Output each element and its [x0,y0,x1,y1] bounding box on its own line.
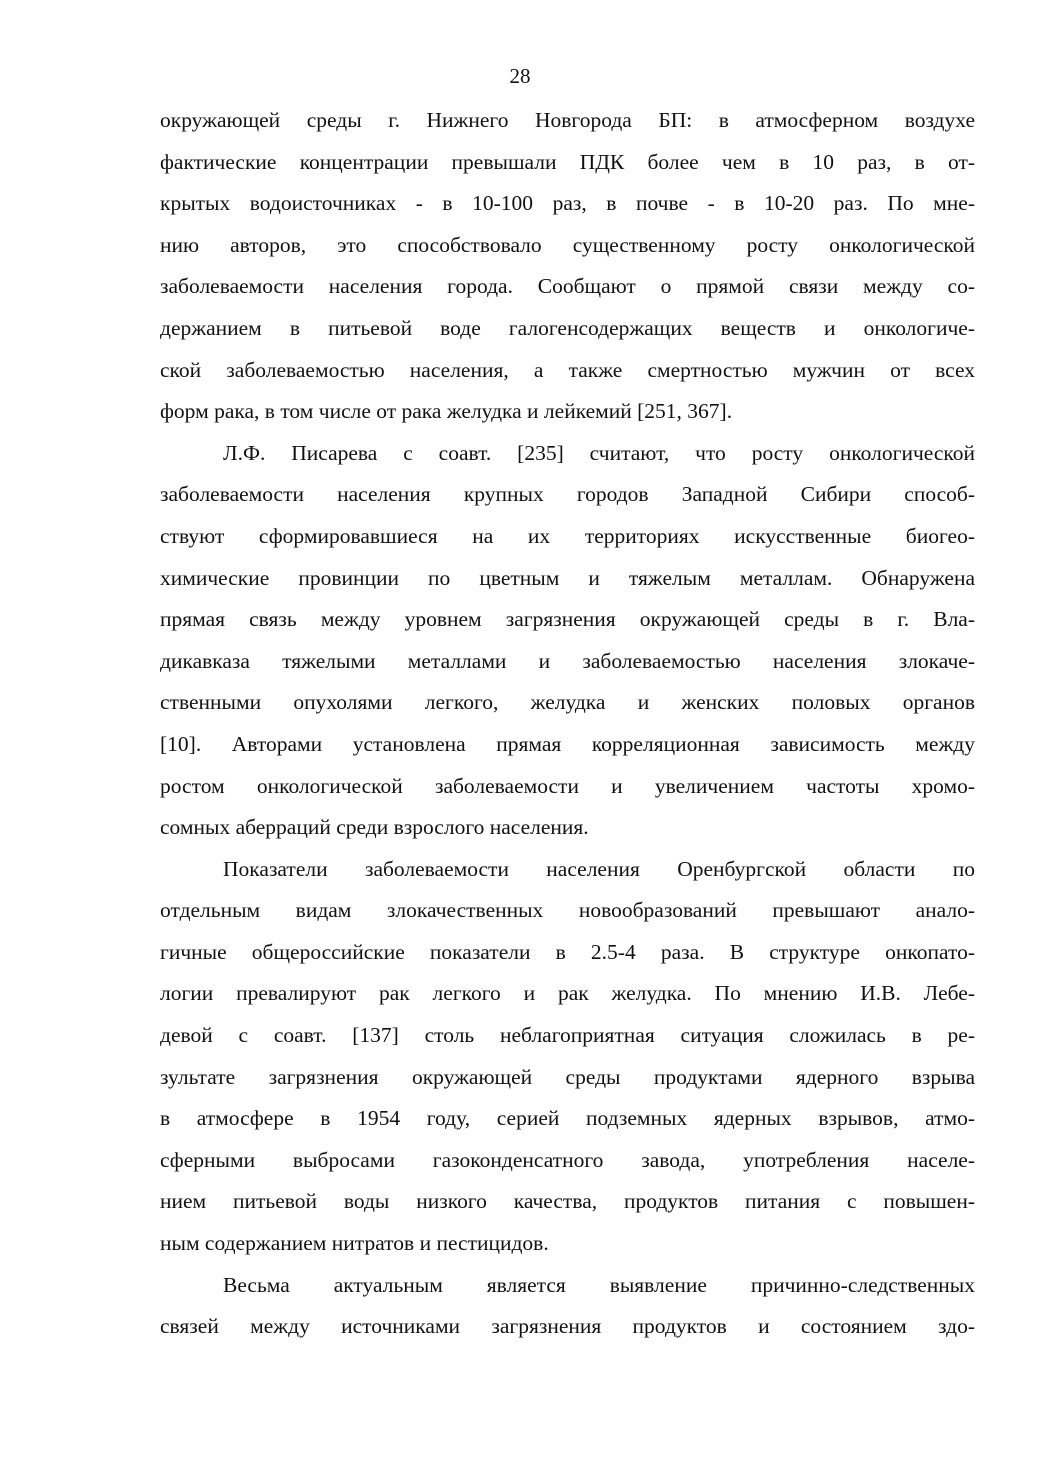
text-line: ным содержанием нитратов и пестицидов. [160,1231,549,1256]
text-line: сферными выбросами газоконденсатного завода, употребления населе- [160,1147,975,1172]
text-line: гичные общероссийские показатели в 2.5-4 раза. В структуре онкопато- [160,939,975,964]
text-line: форм рака, в том числе от рака желудка и лейкемий [251, 367]. [160,399,733,424]
page-number: 28 [509,64,531,88]
body-text [160,104,975,1352]
text-line: заболеваемости населения крупных городов Западной Сибири способ- [160,482,975,507]
text-line: ственными опухолями легкого, желудка и женских половых органов [160,690,975,715]
text-line: нию авторов, это способствовало существенному росту онкологической [160,232,975,257]
text-line: девой с соавт. [137] столь неблагоприятная ситуация сложилась в ре- [160,1023,975,1048]
text-line: Л.Ф. Писарева с соавт. [235] считают, что росту онкологической [223,440,975,465]
text-line: химические провинции по цветным и тяжелым металлам. Обнаружена [160,565,975,590]
text-line: зультате загрязнения окружающей среды продуктами ядерного взрыва [160,1064,975,1089]
text-line: держанием в питьевой воде галогенсодержащих веществ и онкологиче- [160,315,975,340]
text-line: ствуют сформировавшиеся на их территориях искусственные биогео- [160,523,975,548]
text-line: прямая связь между уровнем загрязнения окружающей среды в г. Вла- [160,607,975,632]
text-line: Показатели заболеваемости населения Оренбургской области по [223,856,975,881]
text-line: дикавказа тяжелыми металлами и заболеваемостью населения злокаче- [160,648,975,673]
text-line: крытых водоисточниках - в 10-100 раз, в почве - в 10-20 раз. По мне- [160,191,975,216]
text-line: связей между источниками загрязнения продуктов и состоянием здо- [160,1314,975,1339]
text-line: Весьма актуальным является выявление причинно-следственных [223,1272,975,1297]
text-line: окружающей среды г. Нижнего Новгорода БП: в атмосферном воздухе [160,108,975,132]
text-line: отдельным видам злокачественных новообразований превышают анало- [160,898,975,923]
text-line: нием питьевой воды низкого качества, продуктов питания с повышен- [160,1189,975,1214]
text-line: [10]. Авторами установлена прямая корреляционная зависимость между [160,731,975,756]
text-line: в атмосфере в 1954 году, серией подземных ядерных взрывов, атмо- [160,1106,975,1131]
text-line: логии превалируют рак легкого и рак желудка. По мнению И.В. Лебе- [160,981,975,1006]
text-line: ской заболеваемостью населения, а также смертностью мужчин от всех [160,357,975,382]
text-line: сомных аберраций среди взрослого населения. [160,815,589,840]
text-line: фактические концентрации превышали ПДК более чем в 10 раз, в от- [160,149,975,174]
text-line: ростом онкологической заболеваемости и увеличением частоты хромо- [160,773,975,798]
text-line: заболеваемости населения города. Сообщают о прямой связи между со- [160,274,975,299]
